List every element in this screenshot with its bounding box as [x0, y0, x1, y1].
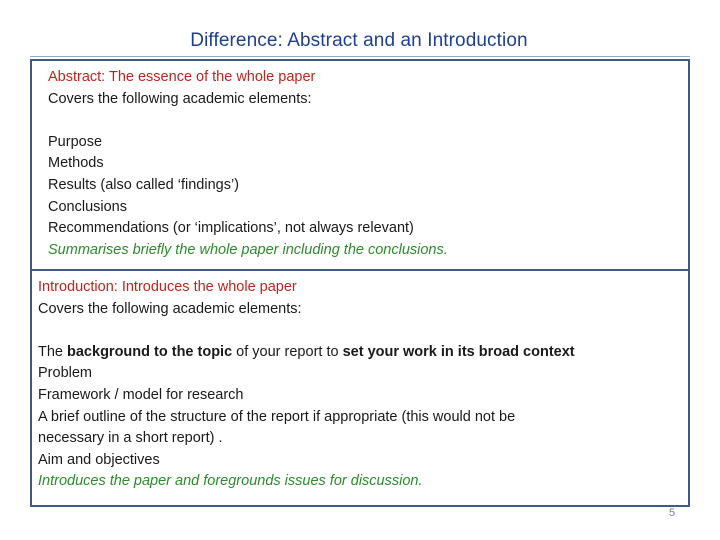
introduction-item: Framework / model for research — [38, 386, 244, 403]
background-text-1: The — [38, 343, 68, 360]
abstract-item: Purpose — [48, 133, 103, 150]
introduction-background-line — [38, 342, 575, 364]
title-divider — [30, 56, 690, 57]
introduction-box — [30, 269, 690, 507]
abstract-summary: Summarises briefly the whole paper including the conclusions. — [48, 241, 448, 258]
page-number: 5 — [669, 507, 676, 519]
abstract-item: Recommendations (or ‘implications’, not always relevant) — [48, 220, 414, 237]
abstract-item: Methods — [48, 155, 104, 172]
introduction-item: A brief outline of the structure of the report if appropriate (this would not be — [38, 408, 516, 425]
background-text-2: of your report to — [232, 343, 343, 360]
abstract-item: Conclusions — [48, 198, 127, 215]
introduction-subheading: Covers the following academic elements: — [38, 300, 302, 317]
introduction-item: necessary in a short report) . — [38, 430, 223, 447]
abstract-content — [48, 67, 448, 261]
abstract-heading: Abstract: The essence of the whole paper — [48, 69, 316, 85]
abstract-subheading: Covers the following academic elements: — [48, 90, 312, 107]
introduction-item: Problem — [38, 365, 92, 382]
introduction-content — [38, 277, 575, 493]
abstract-box — [30, 59, 690, 271]
introduction-item: Aim and objectives — [38, 451, 160, 468]
introduction-heading: Introduction: Introduces the whole paper — [38, 279, 297, 295]
spacer — [38, 320, 575, 342]
introduction-summary: Introduces the paper and foregrounds issues for discussion. — [38, 473, 423, 490]
background-bold-1: background to the topic — [67, 343, 233, 360]
slide-title: Difference: Abstract and an Introduction — [190, 30, 528, 51]
spacer — [48, 110, 448, 132]
background-bold-2: set your work in its broad context — [342, 343, 575, 360]
abstract-item: Results (also called ‘findings’) — [48, 176, 239, 193]
